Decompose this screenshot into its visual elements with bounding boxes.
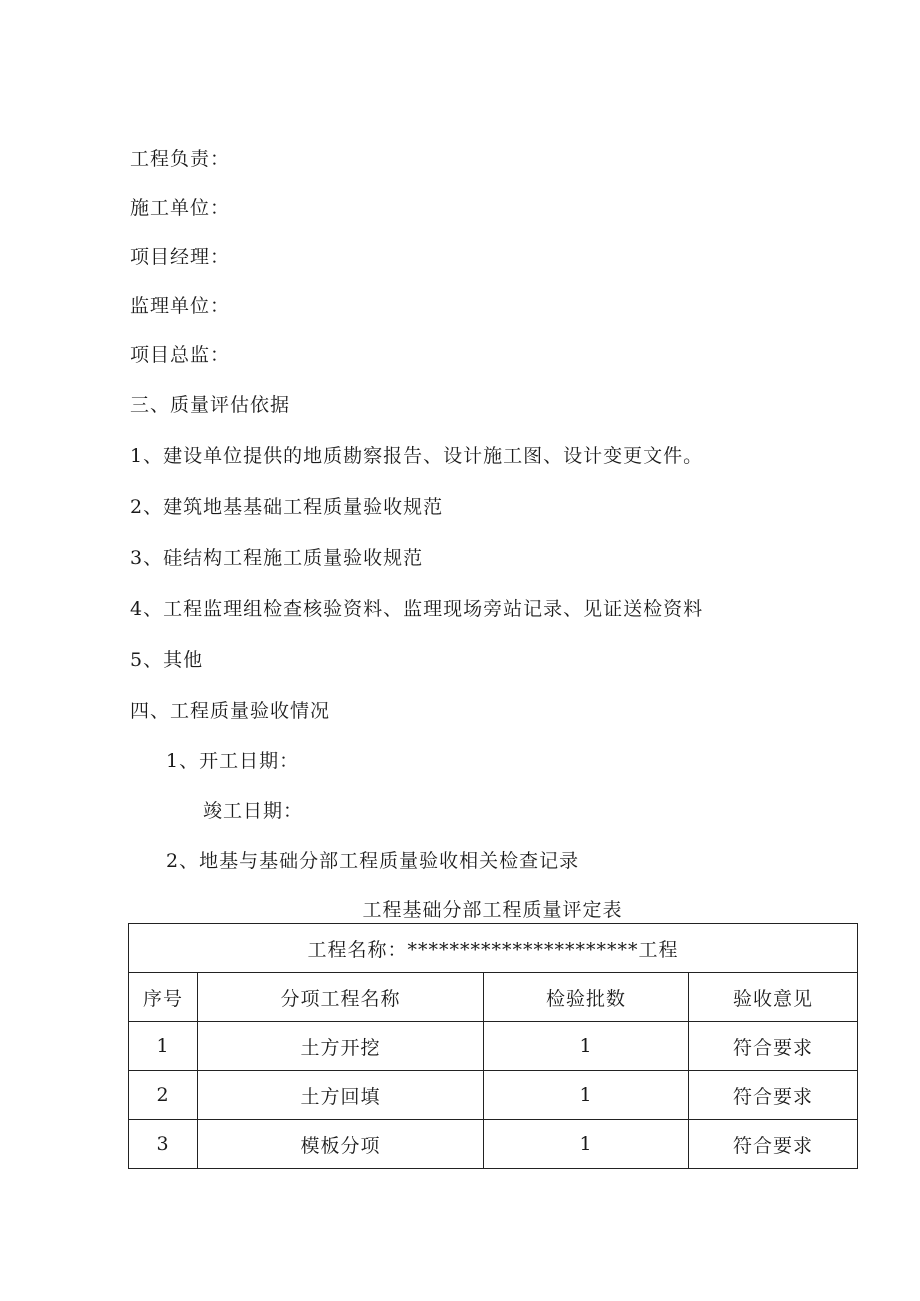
table-row [129, 1071, 858, 1120]
row-batch-count: 1 [484, 1022, 689, 1071]
row-item-name: 土方回填 [198, 1071, 484, 1120]
row-item-name: 模板分项 [198, 1120, 484, 1169]
header-batch-count: 检验批数 [484, 973, 689, 1022]
table-title: 工程基础分部工程质量评定表 [362, 899, 623, 921]
section3-item-3: 3、硅结构工程施工质量验收规范 [130, 547, 424, 569]
section3-item-2: 2、建筑地基基础工程质量验收规范 [130, 496, 444, 518]
table-row [129, 1120, 858, 1169]
start-date: 1、开工日期： [166, 750, 300, 772]
row-index: 1 [129, 1022, 198, 1071]
section4-heading: 四、工程质量验收情况 [130, 700, 331, 722]
row-opinion: 符合要求 [689, 1022, 858, 1071]
field-project-lead: 工程负责： [130, 148, 231, 170]
row-item-name: 土方开挖 [198, 1022, 484, 1071]
row-batch-count: 1 [484, 1071, 689, 1120]
completion-date: 竣工日期： [203, 800, 304, 822]
section3-item-1: 1、建设单位提供的地质勘察报告、设计施工图、设计变更文件。 [130, 445, 704, 467]
header-opinion: 验收意见 [689, 973, 858, 1022]
header-item-name: 分项工程名称 [198, 973, 484, 1022]
row-index: 2 [129, 1071, 198, 1120]
field-supervision-unit: 监理单位： [130, 295, 231, 317]
field-chief-supervisor: 项目总监： [130, 344, 231, 366]
section3-heading: 三、质量评估依据 [130, 394, 291, 416]
quality-assessment-table [128, 923, 858, 1169]
field-construction-unit: 施工单位： [130, 197, 231, 219]
row-opinion: 符合要求 [689, 1120, 858, 1169]
section3-item-5: 5、其他 [130, 649, 204, 671]
field-project-manager: 项目经理： [130, 246, 231, 268]
row-index: 3 [129, 1120, 198, 1169]
table-header-row [129, 973, 858, 1022]
section3-item-4: 4、工程监理组检查核验资料、监理现场旁站记录、见证送检资料 [130, 598, 704, 620]
row-opinion: 符合要求 [689, 1071, 858, 1120]
table-project-row [129, 924, 858, 973]
table-row [129, 1022, 858, 1071]
row-batch-count: 1 [484, 1120, 689, 1169]
project-name-cell: 工程名称：**********************工程 [129, 924, 858, 973]
record-title: 2、地基与基础分部工程质量验收相关检查记录 [166, 850, 580, 872]
header-index: 序号 [129, 973, 198, 1022]
